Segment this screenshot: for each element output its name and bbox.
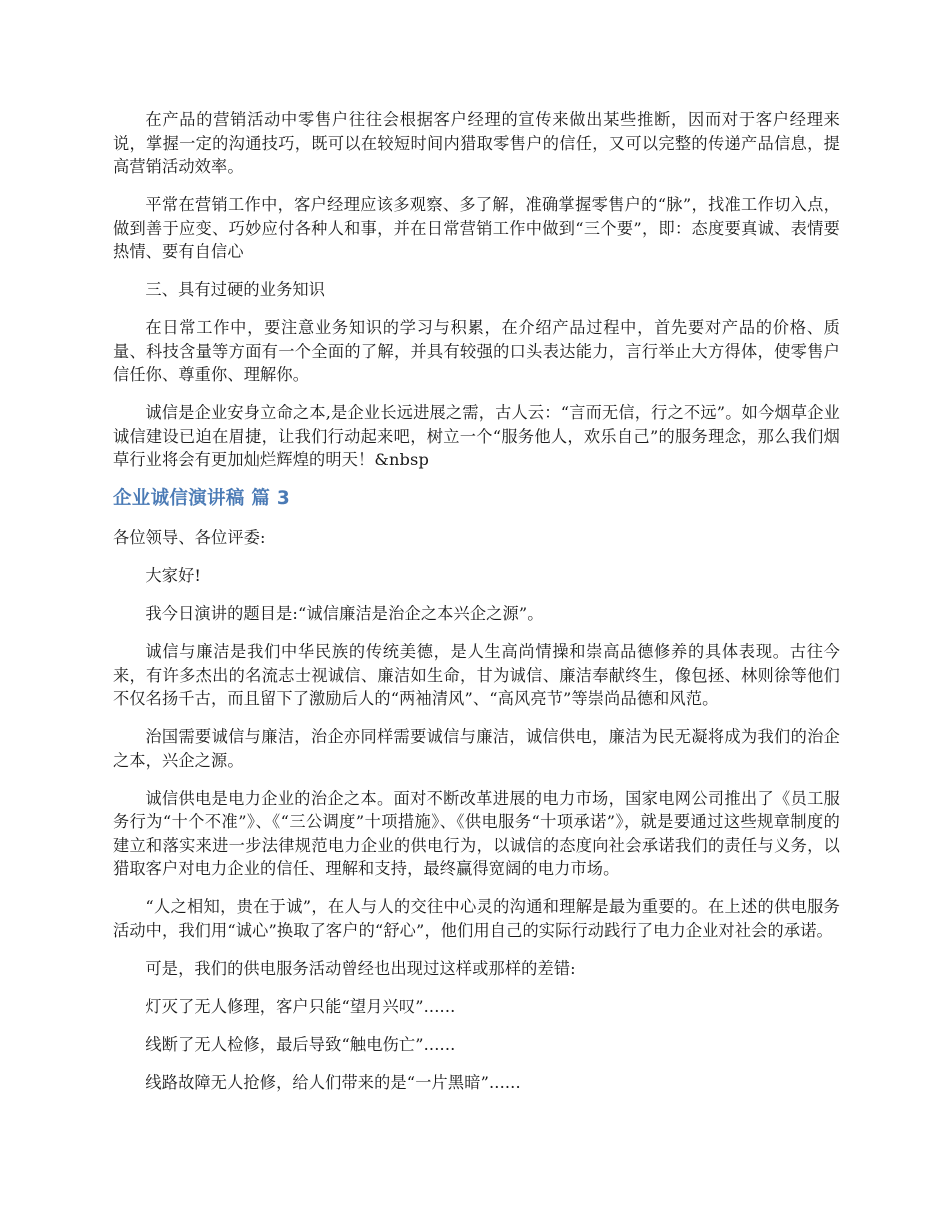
section-heading: 企业诚信演讲稿 篇 3 (113, 488, 291, 509)
paragraph-lights-out: 灯灭了无人修理，客户只能“望月兴叹”...... (145, 996, 456, 1016)
paragraph-governance: 治国需要诚信与廉洁，治企亦同样需要诚信与廉洁，诚信供电，廉洁为民无凝将成为我们的治企之本，兴企之源。 (113, 727, 840, 770)
document-content (113, 108, 840, 1109)
paragraph-speech-title: 我今日演讲的题目是:“诚信廉洁是治企之本兴企之源”。 (145, 604, 544, 623)
paragraph-line-fault: 线路故障无人抢修，给人们带来的是“一片黑暗”...... (145, 1072, 521, 1092)
paragraph-power-supply: 诚信供电是电力企业的治企之本。面对不断改革进展的电力市场，国家电网公司推出了《员工服务行为“十个不准”》、《“三公调度”十项措施》、《供电服务“十项承诺”》，就是要通过这些规章制度的建立和落实来进一步法律规范电力企业的供电行为，以诚信的态度向社会承诺我们的责任与义务，以猎取客户对电力企业的信任、理解和支持，最终赢得宽阔的电力市场。 (113, 788, 840, 878)
paragraph-traditional-virtues: 诚信与廉洁是我们中华民族的传统美德，是人生高尚情操和崇高品德修养的具体表现。古往今来，有许多杰出的名流志士视诚信、廉洁如生命，甘为诚信、廉洁奉献终生，像包拯、林则徐等他们不仅名扬千古，而且留下了激励后人的“两袖清风”、“高风亮节”等崇尚品德和风范。 (113, 642, 840, 708)
paragraph-integrity-conclusion: 诚信是企业安身立命之本,是企业长远进展之需，古人云：“言而无信，行之不远”。如今烟草企业诚信建设已迫在眉捷，让我们行动起来吧，树立一个“服务他人，欢乐自己”的服务理念，那么我们烟草行业将会有更加灿烂辉煌的明天！&nbsp (113, 403, 840, 469)
paragraph-marketing-communication: 在产品的营销活动中零售户往往会根据客户经理的宣传来做出某些推断，因而对于客户经理来说，掌握一定的沟通技巧，既可以在较短时间内猎取零售户的信任，又可以完整的传递产品信息，提高营销活动效率。 (113, 110, 840, 176)
paragraph-sincerity: “人之相知，贵在于诚”，在人与人的交往中心灵的沟通和理解是最为重要的。在上述的供电服务活动中，我们用“诚心”换取了客户的“舒心”，他们用自己的实际行动践行了电力企业对社会的承诺。 (113, 897, 840, 940)
paragraph-mistakes: 可是，我们的供电服务活动曾经也出现过这样或那样的差错: (145, 958, 576, 978)
salutation: 各位领导、各位评委: (113, 528, 266, 547)
paragraph-greeting: 大家好! (145, 566, 202, 585)
paragraph-subheading-business-knowledge: 三、具有过硬的业务知识 (145, 280, 326, 299)
paragraph-product-knowledge: 在日常工作中，要注意业务知识的学习与积累，在介绍产品过程中，首先要对产品的价格、质量、科技含量等方面有一个全面的了解，并具有较强的口头表达能力，言行举止大方得体，使零售户信任你、尊重你、理解你。 (113, 318, 840, 384)
paragraph-observe-retailers: 平常在营销工作中，客户经理应该多观察、多了解，准确掌握零售户的“脉”，找准工作切入点，做到善于应变、巧妙应付各种人和事，并在日常营销工作中做到“三个要”，即：态度要真诚、表情要热情、要有自信心 (113, 195, 840, 261)
paragraph-wire-broken: 线断了无人检修，最后导致“触电伤亡”...... (145, 1034, 456, 1054)
